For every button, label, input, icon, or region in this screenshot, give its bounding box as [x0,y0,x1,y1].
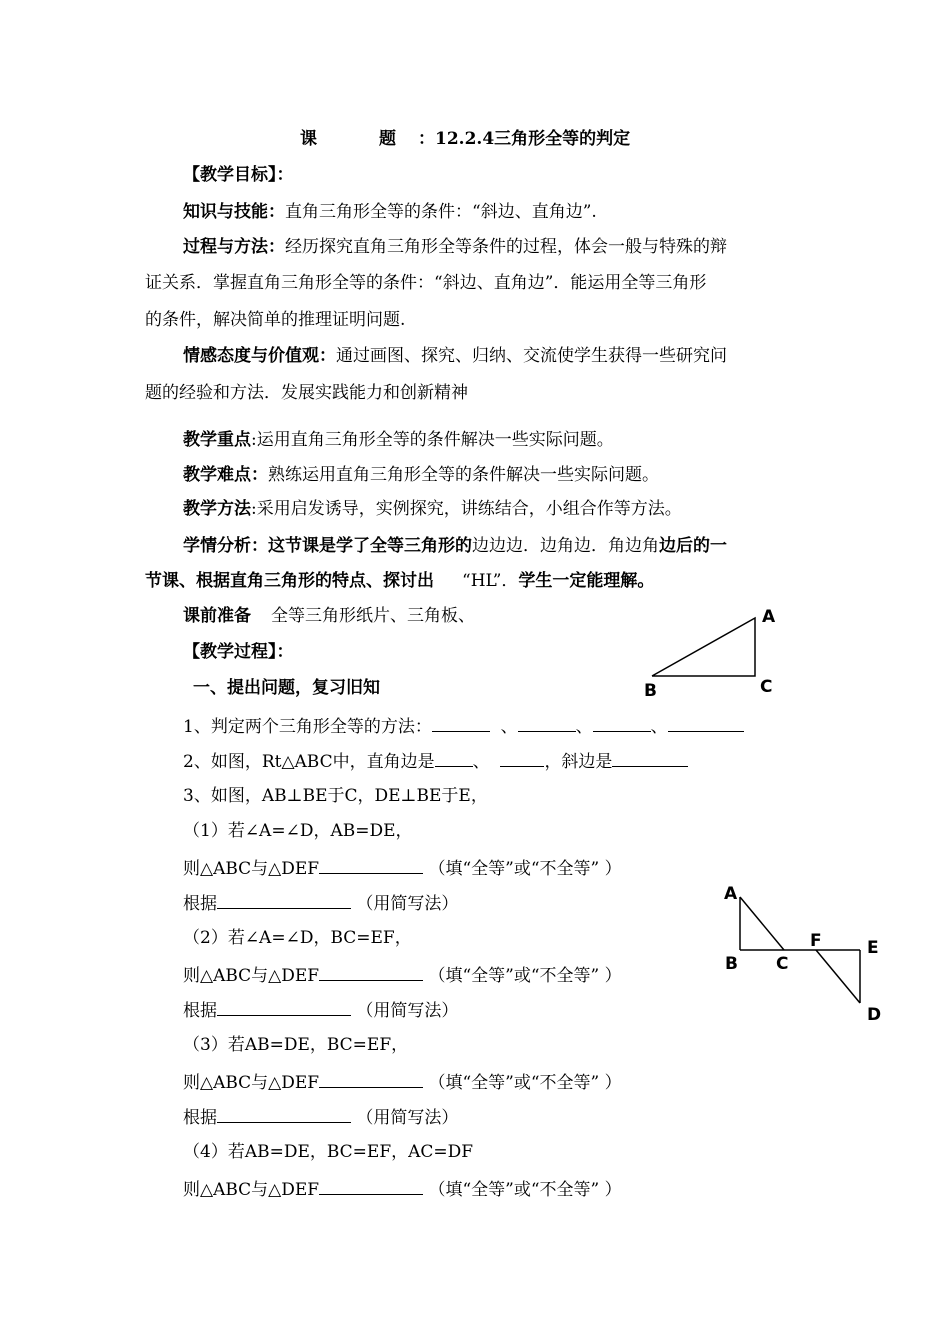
process-text-1: 经历探究直角三角形全等条件的过程，体会一般与特殊的辩 [285,237,727,257]
objectives-heading: 【教学目标】： [183,165,294,185]
emotion-text-1: 通过画图、探究、归纳、交流使学生获得一些研究问 [336,346,727,366]
answer-blank[interactable] [319,1069,423,1088]
question-2-text-b: ，斜边是 [544,752,613,772]
question-1 [183,713,744,739]
fill-hint: （填“全等”或“不全等” ） [428,1180,622,1200]
process-label: 过程与方法： [183,237,285,257]
answer-blank[interactable] [319,962,423,981]
question-3: 3、如图，AB⊥BE于C，DE⊥BE于E， [183,786,488,806]
figure1-label-b: B [644,681,657,700]
then-line-1 [183,855,622,881]
then-text: 则△ABC与△DEF [183,859,320,879]
lesson-title [300,127,630,151]
figure2-label-b: B [725,954,738,974]
figure1-label-a: A [762,607,776,627]
separator: 、 [650,717,668,737]
emotion-label: 情感态度与价值观： [183,346,336,366]
basis-hint: （用简写法） [356,1001,459,1021]
answer-blank[interactable] [217,890,351,909]
method-text: :采用启发诱导，实例探究，讲练结合，小组合作等方法。 [251,499,682,519]
fill-hint: （填“全等”或“不全等” ） [428,1073,622,1093]
figure2-label-d: D [867,1005,882,1025]
analysis-label: 学情分析：这节课是学了全等三角形的 [183,536,472,556]
figure2-label-a: A [724,884,738,904]
then-line-4 [183,1176,622,1202]
emotion-line-2: 题的经验和方法．发展实践能力和创新精神 [145,383,468,403]
then-line-3 [183,1069,622,1095]
triangle-abc-figure [635,600,785,700]
figure2-label-e: E [867,938,879,958]
question-2-text: 2、如图，Rt△ABC中，直角边是 [183,752,435,772]
method-label: 教学方法 [183,499,251,519]
prep-label: 课前准备 [183,606,251,626]
question-1-text: 1、判定两个三角形全等的方法： [183,717,432,737]
knowledge-label: 知识与技能： [183,202,285,222]
key-point-label: 教学重点 [183,430,251,450]
sub-question-4: （4）若AB=DE，BC=EF，AC=DF [183,1142,474,1162]
basis-text: 根据 [183,1108,217,1128]
answer-blank[interactable] [612,748,688,767]
figure2-label-f: F [810,931,822,951]
analysis-line-2 [145,569,654,593]
separator: 、 [575,717,593,737]
process-line-2: 证关系．掌握直角三角形全等的条件：“斜边、直角边”．能运用全等三角形 [145,273,707,293]
difficulty-line [183,463,659,487]
basis-text: 根据 [183,894,217,914]
difficulty-text: 熟练运用直角三角形全等的条件解决一些实际问题。 [268,465,659,485]
section-1-heading: 一、提出问题，复习旧知 [193,678,380,698]
separator: 、 [472,752,490,772]
then-text: 则△ABC与△DEF [183,1073,320,1093]
process-line-1 [183,235,727,259]
then-text: 则△ABC与△DEF [183,1180,320,1200]
basis-text: 根据 [183,1001,217,1021]
basis-hint: （用简写法） [356,1108,459,1128]
answer-blank[interactable] [518,713,576,732]
title-label-a: 课 [300,129,317,149]
figure1-label-c: C [760,677,773,697]
key-point-text: :运用直角三角形全等的条件解决一些实际问题。 [251,430,614,450]
answer-blank[interactable] [319,855,423,874]
answer-blank[interactable] [217,1104,351,1123]
sub-question-3: （3）若AB=DE，BC=EF， [183,1035,409,1055]
analysis-line-1 [183,534,727,558]
basis-hint: （用简写法） [356,894,459,914]
prep-text: 全等三角形纸片、三角板、 [271,606,475,626]
knowledge-text: 直角三角形全等的条件：“斜边、直角边”. [285,202,597,222]
answer-blank[interactable] [319,1176,423,1195]
answer-blank[interactable] [217,997,351,1016]
difficulty-label: 教学难点： [183,465,268,485]
analysis-hl: “HL”． [462,571,519,591]
answer-blank[interactable] [500,748,544,767]
knowledge-line [183,200,597,224]
fill-hint: （填“全等”或“不全等” ） [428,966,622,986]
sub-question-2: （2）若∠A=∠D，BC=EF， [183,928,412,948]
then-text: 则△ABC与△DEF [183,966,320,986]
title-text: ：12.2.4三角形全等的判定 [418,129,631,149]
sub-question-1: （1）若∠A=∠D，AB=DE， [183,821,413,841]
prep-line [183,604,475,628]
method-line [183,497,682,521]
fill-hint: （填“全等”或“不全等” ） [428,859,622,879]
answer-blank[interactable] [435,748,473,767]
answer-blank[interactable] [593,713,651,732]
analysis-line2b: 学生一定能理解。 [518,571,655,591]
separator: 、 [500,717,518,737]
figure2-label-c: C [776,954,789,974]
then-line-2 [183,962,622,988]
answer-blank[interactable] [432,713,490,732]
emotion-line-1 [183,344,727,368]
analysis-tail: 边后的一 [659,536,727,556]
answer-blank[interactable] [668,713,744,732]
process-line-3: 的条件，解决简单的推理证明问题. [145,310,406,330]
basis-line-3 [183,1104,458,1130]
analysis-mid: 边边边．边角边．角边角 [472,536,659,556]
key-point-line [183,428,614,452]
basis-line-2 [183,997,458,1023]
analysis-line2a: 节课、根据直角三角形的特点、探讨出 [145,571,434,591]
title-label-b: 题 [379,129,396,149]
basis-line-1 [183,890,458,916]
two-triangles-figure [715,878,895,1028]
process-heading: 【教学过程】： [183,642,294,662]
question-2 [183,748,688,774]
